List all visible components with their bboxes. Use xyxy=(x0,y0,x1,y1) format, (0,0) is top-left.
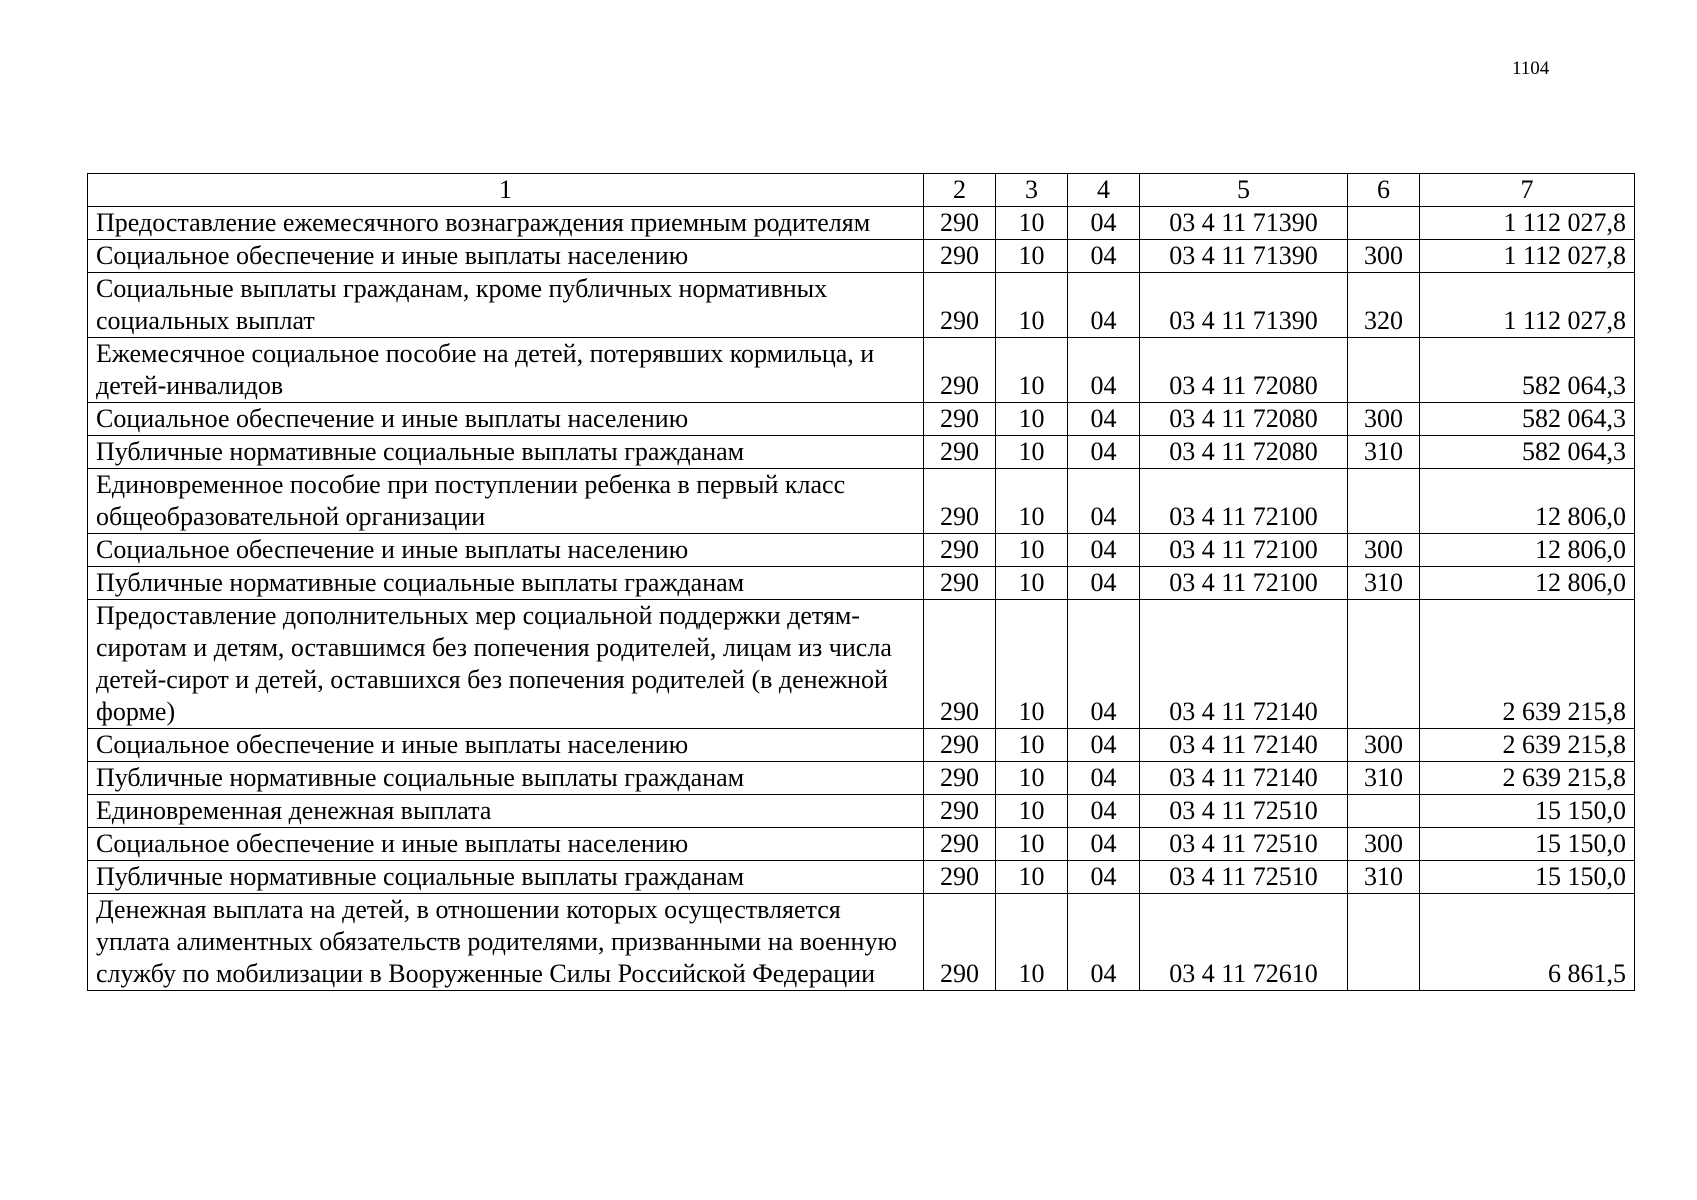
table-row xyxy=(88,861,1635,894)
row-name-cell: Ежемесячное социальное пособие на детей, потерявших кормильца, и детей-инвалидов xyxy=(88,338,924,403)
row-amount-cell: 582 064,3 xyxy=(1420,403,1635,436)
row-target-article-cell: 03 4 11 72510 xyxy=(1140,828,1348,861)
row-target-article-cell: 03 4 11 72080 xyxy=(1140,403,1348,436)
row-code-cell: 290 xyxy=(924,828,996,861)
row-code-cell: 290 xyxy=(924,567,996,600)
row-expense-type-cell xyxy=(1348,469,1420,534)
table-row xyxy=(88,207,1635,240)
row-code-cell: 290 xyxy=(924,534,996,567)
row-amount-cell: 1 112 027,8 xyxy=(1420,207,1635,240)
row-expense-type-cell: 310 xyxy=(1348,567,1420,600)
header-cell: 3 xyxy=(996,174,1068,207)
row-code-cell: 290 xyxy=(924,436,996,469)
row-subsection-cell: 04 xyxy=(1068,469,1140,534)
row-target-article-cell: 03 4 11 71390 xyxy=(1140,207,1348,240)
row-subsection-cell: 04 xyxy=(1068,894,1140,991)
row-expense-type-cell: 310 xyxy=(1348,762,1420,795)
page-number: 1104 xyxy=(1512,58,1550,79)
row-amount-cell: 12 806,0 xyxy=(1420,469,1635,534)
row-expense-type-cell xyxy=(1348,338,1420,403)
row-target-article-cell: 03 4 11 72080 xyxy=(1140,338,1348,403)
row-code-cell: 290 xyxy=(924,207,996,240)
row-target-article-cell: 03 4 11 71390 xyxy=(1140,240,1348,273)
row-section-cell: 10 xyxy=(996,403,1068,436)
row-target-article-cell: 03 4 11 72100 xyxy=(1140,567,1348,600)
header-cell: 4 xyxy=(1068,174,1140,207)
row-section-cell: 10 xyxy=(996,828,1068,861)
row-code-cell: 290 xyxy=(924,795,996,828)
row-code-cell: 290 xyxy=(924,600,996,729)
row-name-cell: Социальное обеспечение и иные выплаты населению xyxy=(88,828,924,861)
row-amount-cell: 15 150,0 xyxy=(1420,861,1635,894)
row-code-cell: 290 xyxy=(924,403,996,436)
row-target-article-cell: 03 4 11 72100 xyxy=(1140,534,1348,567)
table-row xyxy=(88,240,1635,273)
table-row xyxy=(88,894,1635,991)
table-row xyxy=(88,469,1635,534)
row-subsection-cell: 04 xyxy=(1068,403,1140,436)
row-section-cell: 10 xyxy=(996,273,1068,338)
row-target-article-cell: 03 4 11 72140 xyxy=(1140,729,1348,762)
row-section-cell: 10 xyxy=(996,861,1068,894)
row-expense-type-cell xyxy=(1348,600,1420,729)
table-row xyxy=(88,436,1635,469)
row-expense-type-cell: 300 xyxy=(1348,828,1420,861)
row-name-cell: Публичные нормативные социальные выплаты гражданам xyxy=(88,861,924,894)
row-expense-type-cell: 300 xyxy=(1348,729,1420,762)
row-name-cell: Социальное обеспечение и иные выплаты населению xyxy=(88,534,924,567)
table-row xyxy=(88,795,1635,828)
row-section-cell: 10 xyxy=(996,436,1068,469)
row-section-cell: 10 xyxy=(996,469,1068,534)
row-section-cell: 10 xyxy=(996,729,1068,762)
row-subsection-cell: 04 xyxy=(1068,273,1140,338)
budget-table xyxy=(87,173,1635,991)
row-amount-cell: 582 064,3 xyxy=(1420,436,1635,469)
row-subsection-cell: 04 xyxy=(1068,534,1140,567)
row-subsection-cell: 04 xyxy=(1068,207,1140,240)
row-target-article-cell: 03 4 11 72100 xyxy=(1140,469,1348,534)
row-amount-cell: 12 806,0 xyxy=(1420,567,1635,600)
row-section-cell: 10 xyxy=(996,762,1068,795)
row-target-article-cell: 03 4 11 72080 xyxy=(1140,436,1348,469)
row-name-cell: Публичные нормативные социальные выплаты гражданам xyxy=(88,567,924,600)
row-amount-cell: 2 639 215,8 xyxy=(1420,600,1635,729)
table-row xyxy=(88,273,1635,338)
row-subsection-cell: 04 xyxy=(1068,795,1140,828)
row-section-cell: 10 xyxy=(996,240,1068,273)
row-subsection-cell: 04 xyxy=(1068,729,1140,762)
row-name-cell: Публичные нормативные социальные выплаты гражданам xyxy=(88,436,924,469)
row-expense-type-cell: 320 xyxy=(1348,273,1420,338)
header-cell: 2 xyxy=(924,174,996,207)
row-expense-type-cell xyxy=(1348,894,1420,991)
row-code-cell: 290 xyxy=(924,861,996,894)
row-section-cell: 10 xyxy=(996,567,1068,600)
row-section-cell: 10 xyxy=(996,600,1068,729)
row-name-cell: Денежная выплата на детей, в отношении которых осуществляется уплата алиментных обязательств родителями, призванными на военную службу по мобилизации в Вооруженные Силы Российской Федерации xyxy=(88,894,924,991)
table-header-row xyxy=(88,174,1635,207)
row-code-cell: 290 xyxy=(924,240,996,273)
header-cell: 6 xyxy=(1348,174,1420,207)
row-name-cell: Публичные нормативные социальные выплаты гражданам xyxy=(88,762,924,795)
row-subsection-cell: 04 xyxy=(1068,762,1140,795)
row-target-article-cell: 03 4 11 72510 xyxy=(1140,795,1348,828)
row-code-cell: 290 xyxy=(924,273,996,338)
row-expense-type-cell: 300 xyxy=(1348,240,1420,273)
row-amount-cell: 15 150,0 xyxy=(1420,795,1635,828)
row-amount-cell: 1 112 027,8 xyxy=(1420,240,1635,273)
row-expense-type-cell: 300 xyxy=(1348,534,1420,567)
row-subsection-cell: 04 xyxy=(1068,828,1140,861)
header-cell: 7 xyxy=(1420,174,1635,207)
row-expense-type-cell: 310 xyxy=(1348,436,1420,469)
row-name-cell: Предоставление ежемесячного вознаграждения приемным родителям xyxy=(88,207,924,240)
table-row xyxy=(88,828,1635,861)
row-amount-cell: 6 861,5 xyxy=(1420,894,1635,991)
row-amount-cell: 12 806,0 xyxy=(1420,534,1635,567)
row-name-cell: Предоставление дополнительных мер социальной поддержки детям-сиротам и детям, оставшимся без попечения родителей, лицам из числа детей-сирот и детей, оставшихся без попечения родителей (в денежной форме) xyxy=(88,600,924,729)
header-cell: 5 xyxy=(1140,174,1348,207)
table-row xyxy=(88,403,1635,436)
row-amount-cell: 1 112 027,8 xyxy=(1420,273,1635,338)
row-subsection-cell: 04 xyxy=(1068,240,1140,273)
row-subsection-cell: 04 xyxy=(1068,600,1140,729)
row-name-cell: Единовременная денежная выплата xyxy=(88,795,924,828)
row-section-cell: 10 xyxy=(996,207,1068,240)
header-cell: 1 xyxy=(88,174,924,207)
row-expense-type-cell xyxy=(1348,207,1420,240)
row-code-cell: 290 xyxy=(924,762,996,795)
row-target-article-cell: 03 4 11 72610 xyxy=(1140,894,1348,991)
table-row xyxy=(88,762,1635,795)
table-row xyxy=(88,338,1635,403)
row-code-cell: 290 xyxy=(924,729,996,762)
table-row xyxy=(88,534,1635,567)
row-name-cell: Социальное обеспечение и иные выплаты населению xyxy=(88,240,924,273)
row-section-cell: 10 xyxy=(996,534,1068,567)
row-subsection-cell: 04 xyxy=(1068,338,1140,403)
row-expense-type-cell: 310 xyxy=(1348,861,1420,894)
row-name-cell: Социальное обеспечение и иные выплаты населению xyxy=(88,729,924,762)
row-code-cell: 290 xyxy=(924,338,996,403)
row-subsection-cell: 04 xyxy=(1068,861,1140,894)
row-target-article-cell: 03 4 11 72140 xyxy=(1140,600,1348,729)
row-name-cell: Социальное обеспечение и иные выплаты населению xyxy=(88,403,924,436)
row-name-cell: Социальные выплаты гражданам, кроме публичных нормативных социальных выплат xyxy=(88,273,924,338)
row-amount-cell: 15 150,0 xyxy=(1420,828,1635,861)
row-subsection-cell: 04 xyxy=(1068,436,1140,469)
row-target-article-cell: 03 4 11 71390 xyxy=(1140,273,1348,338)
row-code-cell: 290 xyxy=(924,894,996,991)
row-amount-cell: 2 639 215,8 xyxy=(1420,729,1635,762)
row-section-cell: 10 xyxy=(996,894,1068,991)
row-code-cell: 290 xyxy=(924,469,996,534)
row-name-cell: Единовременное пособие при поступлении ребенка в первый класс общеобразовательной организации xyxy=(88,469,924,534)
row-subsection-cell: 04 xyxy=(1068,567,1140,600)
row-section-cell: 10 xyxy=(996,795,1068,828)
table-row xyxy=(88,729,1635,762)
row-section-cell: 10 xyxy=(996,338,1068,403)
row-expense-type-cell: 300 xyxy=(1348,403,1420,436)
table-row xyxy=(88,600,1635,729)
row-amount-cell: 2 639 215,8 xyxy=(1420,762,1635,795)
row-target-article-cell: 03 4 11 72140 xyxy=(1140,762,1348,795)
row-amount-cell: 582 064,3 xyxy=(1420,338,1635,403)
row-expense-type-cell xyxy=(1348,795,1420,828)
table-row xyxy=(88,567,1635,600)
row-target-article-cell: 03 4 11 72510 xyxy=(1140,861,1348,894)
